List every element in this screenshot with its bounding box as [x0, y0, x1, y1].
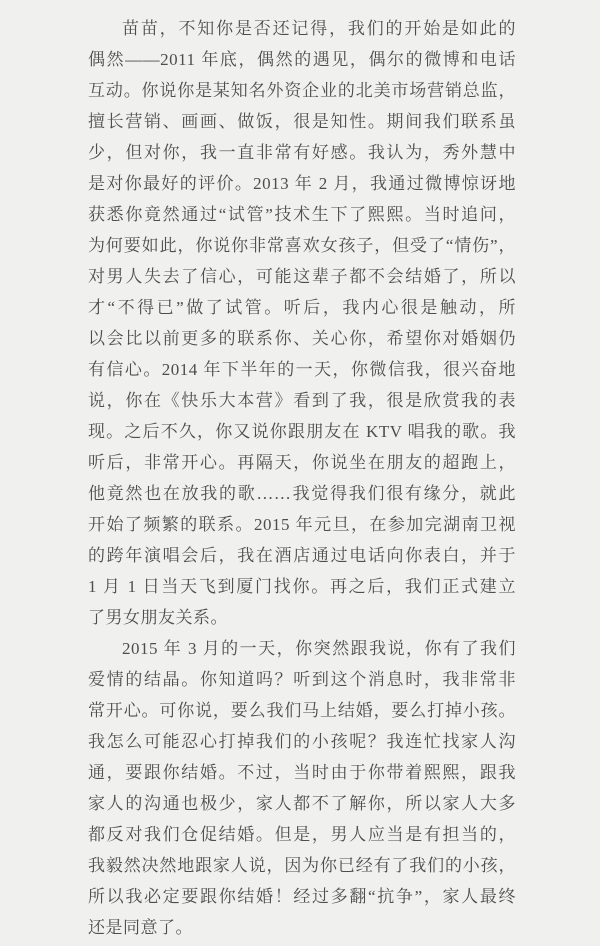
paragraph-1-line-16: 他竟然也在放我的歌……我觉得我们很有缘分，就此 [88, 484, 516, 503]
letter-body [88, 13, 516, 943]
paragraph-1-line-14: 现。之后不久，你又说你跟朋友在 KTV 唱我的歌。我 [88, 422, 516, 441]
paragraph-1-line-13: 说，你在《快乐大本营》看到了我，很是欣赏我的表 [88, 391, 516, 410]
paragraph-2-line-2: 爱情的结晶。你知道吗？听到这个消息时，我非常非 [88, 670, 516, 689]
paragraph-2-line-5: 通，要跟你结婚。不过，当时由于你带着熙熙，跟我 [88, 763, 516, 782]
paragraph-1-line-1: 苗苗，不知你是否还记得，我们的开始是如此的 [122, 19, 516, 38]
paragraph-1-line-3: 互动。你说你是某知名外资企业的北美市场营销总监， [88, 81, 516, 100]
paragraph-1-line-19: 1 月 1 日当天飞到厦门找你。再之后，我们正式建立 [88, 577, 516, 596]
paragraph-1-line-12: 有信心。2014 年下半年的一天，你微信我，很兴奋地 [88, 360, 516, 379]
paragraph-2-line-3: 常开心。可你说，要么我们马上结婚，要么打掉小孩。 [88, 701, 516, 720]
paragraph-1-line-5: 少，但对你，我一直非常有好感。我认为，秀外慧中 [88, 143, 516, 162]
paragraph-1-line-6: 是对你最好的评价。2013 年 2 月，我通过微博惊讶地 [88, 174, 516, 193]
paragraph-2-line-8: 我毅然决然地跟家人说，因为你已经有了我们的小孩， [88, 856, 516, 875]
paragraph-2-line-7: 都反对我们仓促结婚。但是，男人应当是有担当的， [88, 825, 516, 844]
paragraph-1-line-20: 了男女朋友关系。 [88, 608, 228, 627]
paragraph-1-line-9: 对男人失去了信心，可能这辈子都不会结婚了，所以 [88, 267, 516, 286]
paragraph-2-line-10: 还是同意了。 [88, 918, 193, 937]
paragraph-1-line-18: 的跨年演唱会后，我在酒店通过电话向你表白，并于 [88, 546, 516, 565]
paragraph-2-line-4: 我怎么可能忍心打掉我们的小孩呢？我连忙找家人沟 [88, 732, 516, 751]
paragraph-1-line-17: 开始了频繁的联系。2015 年元旦，在参加完湖南卫视 [88, 515, 516, 534]
paragraph-1-line-11: 以会比以前更多的联系你、关心你，希望你对婚姻仍 [88, 329, 516, 348]
paragraph-2-line-6: 家人的沟通也极少，家人都不了解你，所以家人大多 [88, 794, 516, 813]
paragraph-2-line-9: 所以我必定要跟你结婚！经过多翻“抗争”，家人最终 [88, 887, 516, 906]
paragraph-1-line-10: 才“不得已”做了试管。听后，我内心很是触动，所 [88, 298, 516, 317]
paragraph-1-line-7: 获悉你竟然通过“试管”技术生下了熙熙。当时追问， [88, 205, 516, 224]
paragraph-2-line-1: 2015 年 3 月的一天，你突然跟我说，你有了我们 [122, 639, 516, 658]
paragraph-1-line-4: 擅长营销、画画、做饭，很是知性。期间我们联系虽 [88, 112, 516, 131]
paragraph-1-line-2: 偶然——2011 年底，偶然的遇见，偶尔的微博和电话 [88, 50, 516, 69]
paragraph-1-line-15: 听后，非常开心。再隔天，你说坐在朋友的超跑上， [88, 453, 516, 472]
paragraph-1-line-8: 为何要如此，你说你非常喜欢女孩子，但受了“情伤”， [88, 236, 516, 255]
